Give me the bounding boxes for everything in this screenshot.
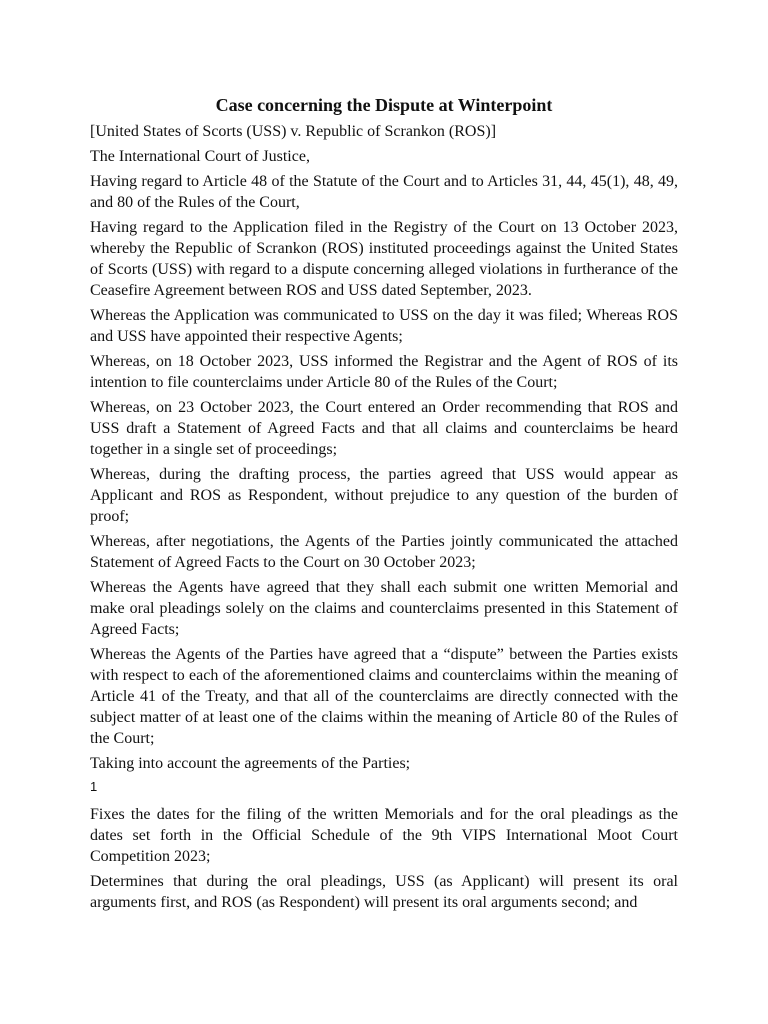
paragraph-whereas-communicated: Whereas the Application was communicated to USS on the day it was filed; Whereas ROS and USS have appointed their respective Agents; [90, 307, 678, 345]
paragraph-whereas-negotiations: Whereas, after negotiations, the Agents of the Parties jointly communicated the attached Statement of Agreed Facts to the Court on 30 October 2023; [90, 533, 678, 571]
paragraph-application-regard: Having regard to the Application filed in the Registry of the Court on 13 October 2023, whereby the Republic of Scrankon (ROS) instituted proceedings against the United States of Scorts (USS) with regard to a dispute concerning alleged violations in furtherance of the Ceasefire Agreement between ROS and USS dated September, 2023. [90, 219, 678, 299]
court-name: The International Court of Justice, [90, 148, 310, 165]
paragraph-statute-regard: Having regard to Article 48 of the Statute of the Court and to Articles 31, 44, 45(1), 48, 49, and 80 of the Rules of the Court, [90, 173, 678, 211]
paragraph-whereas-dispute: Whereas the Agents of the Parties have agreed that a “dispute” between the Parties exists with respect to each of the aforementioned claims and counterclaims within the meaning of Article 41 of the Treaty, and that all of the counterclaims are directly connected with the subject matter of at least one of the claims within the meaning of Article 80 of the Rules of the Court; [90, 646, 678, 747]
paragraph-determines-order: Determines that during the oral pleadings, USS (as Applicant) will present its oral arguments first, and ROS (as Respondent) will present its oral arguments second; and [90, 873, 678, 911]
paragraph-whereas-counterclaims: Whereas, on 18 October 2023, USS informed the Registrar and the Agent of ROS of its intention to file counterclaims under Article 80 of the Rules of the Court; [90, 353, 678, 391]
page-number: 1 [90, 779, 98, 794]
case-parties: [United States of Scorts (USS) v. Republic of Scrankon (ROS)] [90, 123, 497, 140]
paragraph-whereas-drafting: Whereas, during the drafting process, the parties agreed that USS would appear as Applicant and ROS as Respondent, without prejudice to any question of the burden of proof; [90, 466, 678, 525]
paragraph-taking-into-account: Taking into account the agreements of the Parties; [90, 755, 411, 772]
document-title: Case concerning the Dispute at Winterpoint [215, 95, 553, 115]
paragraph-fixes-dates: Fixes the dates for the filing of the written Memorials and for the oral pleadings as the dates set forth in the Official Schedule of the 9th VIPS International Moot Court Competition 2023; [90, 806, 678, 865]
paragraph-whereas-memorial: Whereas the Agents have agreed that they shall each submit one written Memorial and make oral pleadings solely on the claims and counterclaims presented in this Statement of Agreed Facts; [90, 579, 678, 638]
paragraph-whereas-order: Whereas, on 23 October 2023, the Court entered an Order recommending that ROS and USS draft a Statement of Agreed Facts and that all claims and counterclaims be heard together in a single set of proceedings; [90, 399, 678, 458]
document-page [90, 93, 678, 917]
